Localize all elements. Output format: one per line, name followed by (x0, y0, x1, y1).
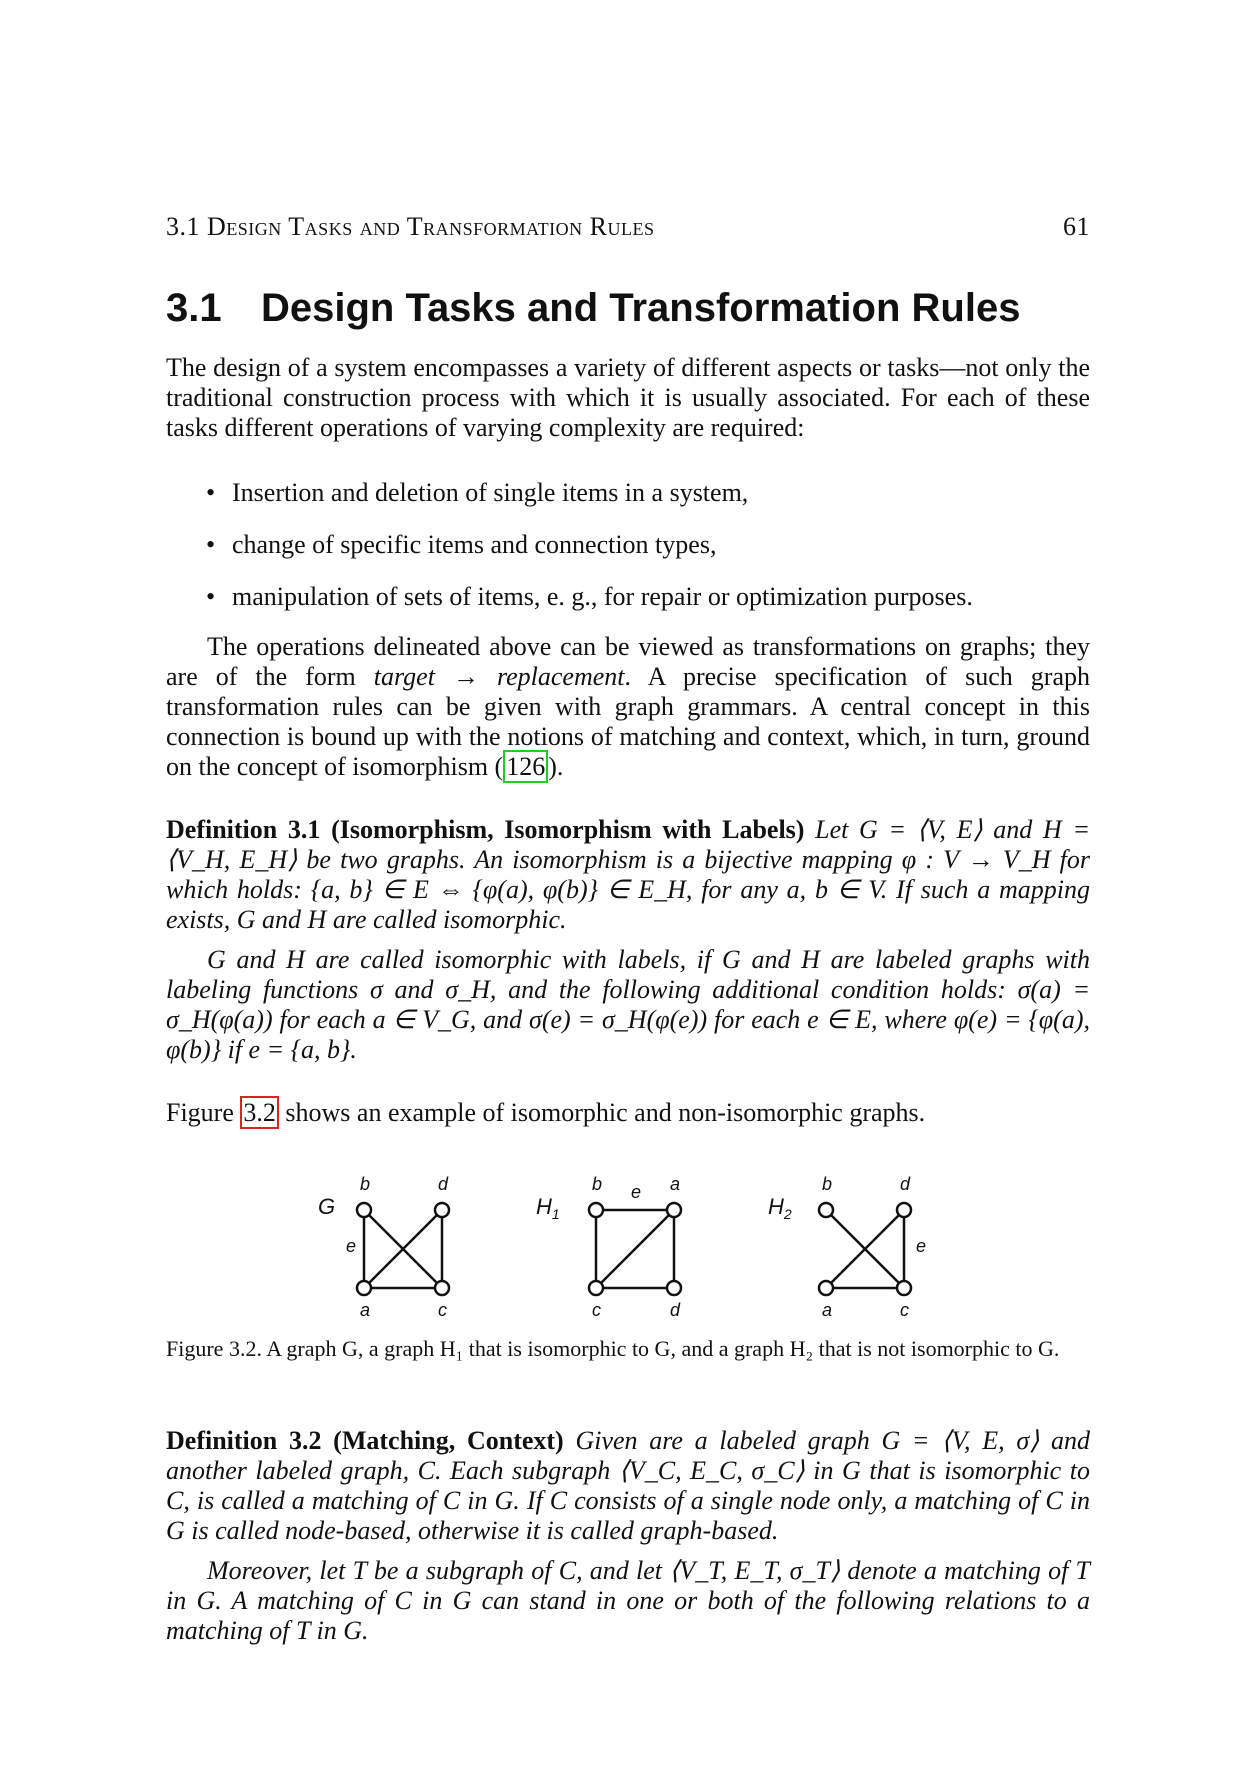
figure-caption: Figure 3.2. A graph G, a graph H₁ that is isomorphic to G, and a graph H₂ that is not isomorphic to G. (166, 1336, 1060, 1361)
graph-name-h1: $H_1$ (536, 1194, 560, 1222)
list-item: • manipulation of sets of items, e. g., for repair or optimization purposes. (206, 582, 973, 611)
svg-text:b: b (360, 1174, 371, 1194)
graph-h2 (768, 1174, 926, 1320)
book-page (166, 0, 1090, 1783)
node-c (897, 1281, 911, 1295)
svg-text:b: b (592, 1174, 603, 1194)
svg-text:c: c (900, 1300, 909, 1320)
node-d (897, 1203, 911, 1217)
definition-body: Given are a labeled graph G = ⟨V, E, σ⟩ and another labeled graph, C. Each subgraph ⟨V_C, E_C, σ_C⟩ in G that is isomorphic to C, is called a matching of C in G. If C consists of a single node only, a matching of C in G is called node-based, otherwise it is called graph-based. (166, 1426, 1091, 1545)
graph-h1 (536, 1174, 681, 1320)
svg-text:d: d (438, 1174, 449, 1194)
running-head-title: 3.1 Design Tasks and Transformation Rules (166, 212, 655, 241)
definition-heading: Definition 3.1 (Isomorphism, Isomorphism with Labels) (166, 815, 805, 844)
svg-text:d: d (900, 1174, 911, 1194)
definition-3-1 (166, 815, 1090, 935)
svg-text:c: c (592, 1300, 601, 1320)
definition-body: Let G = ⟨V, E⟩ and H = ⟨V_H, E_H⟩ be two graphs. An isomorphism is a bijective mapping φ : V → V_H for which holds: {a, b} ∈ E ⇔ {φ(a), φ(b)} ∈ E_H, for any a, b ∈ V. If such a mapping exists, G and H are called isomorphic. (166, 815, 1090, 934)
node-c (589, 1281, 603, 1295)
operations-list (206, 478, 1066, 634)
definition-3-2-continued: Moreover, let T be a subgraph of C, and let ⟨V_T, E_T, σ_T⟩ denote a matching of T in G. A matching of C in G can stand in one or both of the following relations to a matching of T in G. (166, 1556, 1090, 1645)
node-c (435, 1281, 449, 1295)
operations-paragraph: The operations delineated above can be viewed as transformations on graphs; they are of the form target → replacement. A precise specification of such graph transformation rules can be given with graph grammars. A central concept in this connection is bound up with the notions of matching and context, which, in turn, ground on the concept of isomorphism ( 126 ). (166, 632, 1090, 781)
svg-text:a: a (360, 1300, 371, 1320)
section-number: 3.1 (166, 286, 222, 330)
svg-text:d: d (670, 1300, 681, 1320)
svg-text:c: c (438, 1300, 447, 1320)
node-a (819, 1281, 833, 1295)
svg-text:a: a (670, 1174, 681, 1194)
node-d (435, 1203, 449, 1217)
citation-link[interactable]: 126 (503, 750, 548, 783)
node-b (819, 1203, 833, 1217)
svg-text:e: e (346, 1236, 357, 1256)
svg-text:b: b (822, 1174, 833, 1194)
svg-text:e: e (631, 1182, 642, 1202)
bullet-icon: • (206, 582, 216, 611)
list-item: • Insertion and deletion of single items in a system, (206, 478, 749, 507)
list-item: • change of specific items and connection types, (206, 530, 717, 559)
intro-paragraph: The design of a system encompasses a variety of different aspects or tasks—not only the traditional construction process with which it is usually associated. For each of these tasks different operations of varying complexity are required: (166, 353, 1090, 442)
node-a (357, 1281, 371, 1295)
target-replacement-term: target → replacement (373, 662, 625, 691)
graph-name-g: G (318, 1194, 336, 1219)
graph-name-h2: $H_2$ (768, 1194, 792, 1222)
node-d (667, 1281, 681, 1295)
page-number: 61 (1063, 212, 1090, 241)
graph-g (318, 1174, 449, 1320)
svg-text:e: e (916, 1236, 927, 1256)
section-title: Design Tasks and Transformation Rules (261, 286, 1021, 330)
definition-3-2 (166, 1426, 1090, 1546)
graph-figure (306, 1170, 946, 1320)
definition-heading: Definition 3.2 (Matching, Context) (166, 1426, 564, 1455)
running-head (166, 212, 1090, 248)
bullet-icon: • (206, 530, 216, 559)
figure-reference-paragraph: Figure 3.2 shows an example of isomorphic and non-isomorphic graphs. (166, 1098, 926, 1127)
definition-3-1-continued: G and H are called isomorphic with labels, if G and H are labeled graphs with labeling functions σ and σ_H, and the following additional condition holds: σ(a) = σ_H(φ(a)) for each a ∈ V_G, and σ(e) = σ_H(φ(e)) for each e ∈ E, where φ(e) = {φ(a), φ(b)} if e = {a, b}. (166, 945, 1090, 1064)
svg-text:a: a (822, 1300, 833, 1320)
node-a (667, 1203, 681, 1217)
section-heading (166, 286, 1020, 331)
node-b (357, 1203, 371, 1217)
node-b (589, 1203, 603, 1217)
bullet-icon: • (206, 478, 216, 507)
figure-link[interactable]: 3.2 (240, 1096, 279, 1129)
